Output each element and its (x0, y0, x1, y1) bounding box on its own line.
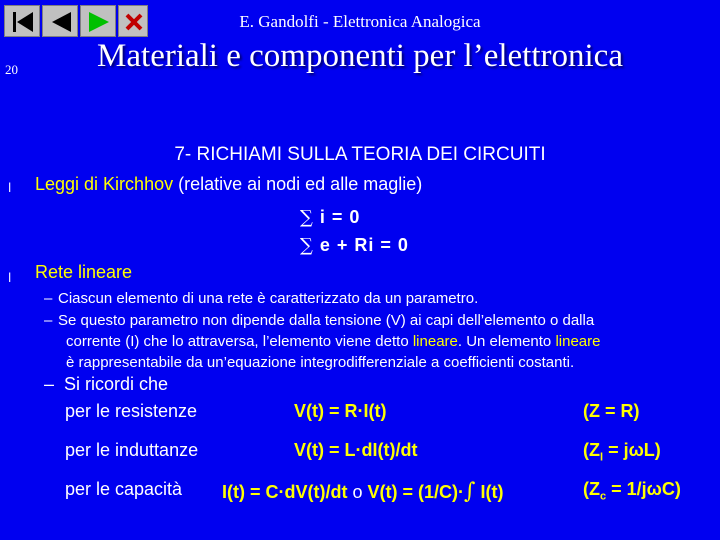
bullet-marker: l (8, 181, 12, 195)
param-text: (Z (583, 440, 600, 460)
sub-item-3-text: Si ricordi che (64, 374, 169, 394)
sub-item-1-text: Ciascun elemento di una rete è caratterizzato da un parametro. (58, 290, 479, 307)
param-text: (Z (583, 479, 600, 499)
sub-item-2: – Se questo parametro non dipende dalla tensione (V) ai capi dell’elemento o dalla corrente (I) che lo attraversa, l’elemento viene detto lineare. Un elemento lineare è rappresentabile da un’equazione integrodifferenziale a coefficienti costanti. (44, 312, 601, 371)
sub-item-1: – Ciascun elemento di una rete è caratterizzato da un parametro. (44, 290, 479, 307)
formula-nodes (300, 207, 360, 228)
rete-lineare-label: Rete lineare (35, 262, 133, 282)
formula-nodes-text: i = 0 (319, 207, 361, 227)
row-resistenze-param: (Z = R) (583, 401, 640, 421)
bullet-rete (8, 266, 11, 287)
row-capacita-label: per le capacità (65, 479, 183, 499)
capacita-eq-a: I(t) = C·dV(t)/dt (222, 482, 348, 502)
row-induttanze-param (583, 440, 661, 464)
sub-item-2-line2b: . Un elemento (457, 333, 556, 350)
row-resistenze-label: per le resistenze (65, 401, 198, 421)
sigma-symbol: ∑ (300, 235, 314, 256)
sub-item-3 (44, 374, 168, 395)
row-induttanze-label: per le induttanze (65, 440, 199, 460)
capacita-eq-c: I(t) (475, 482, 504, 502)
formula-loops (300, 235, 409, 256)
header-subtitle: E. Gandolfi - Elettronica Analogica (239, 12, 481, 31)
sub-item-2-line1: Se questo parametro non dipende dalla tensione (V) ai capi dell’elemento o dalla (58, 312, 595, 329)
page-number: 20 (5, 62, 18, 77)
param-sub: c (600, 490, 607, 503)
integral-symbol: ∫ (463, 479, 476, 504)
formula-loops-text: e + Ri = 0 (319, 235, 409, 255)
param-text: = 1/jωC) (606, 479, 681, 499)
sub-item-2-line3: è rappresentabile da un’equazione integrodifferenziale a coefficienti costanti. (66, 354, 575, 371)
row-resistenze-eq: V(t) = R·I(t) (294, 401, 387, 421)
lineare-highlight-2: lineare (555, 333, 601, 350)
sigma-symbol: ∑ (300, 207, 314, 228)
kirchhov-highlight: Leggi di Kirchhov (35, 174, 174, 194)
lineare-highlight: lineare (412, 333, 458, 350)
capacita-or: o (347, 482, 368, 502)
bullet-marker: l (8, 271, 12, 285)
page-title: Materiali e componenti per l’elettronica (97, 38, 623, 74)
row-capacita-eq (222, 479, 503, 504)
row-capacita-param (583, 479, 681, 503)
sub-item-3-dash: – (44, 374, 55, 394)
param-sub: l (600, 451, 604, 464)
capacita-eq-b: V(t) = (1/C)· (367, 482, 464, 502)
param-text: = jωL) (603, 440, 661, 460)
bullet-kirchhov (8, 176, 11, 197)
sub-item-2-line2: corrente (I) che lo attraversa, l’elemento viene detto (66, 333, 413, 350)
row-induttanze-eq: V(t) = L·dI(t)/dt (294, 440, 418, 460)
kirchhov-rest: (relative ai nodi ed alle maglie) (173, 174, 423, 194)
bullet-kirchhov-text (35, 174, 422, 195)
section-heading: 7- RICHIAMI SULLA TEORIA DEI CIRCUITI (174, 144, 546, 165)
